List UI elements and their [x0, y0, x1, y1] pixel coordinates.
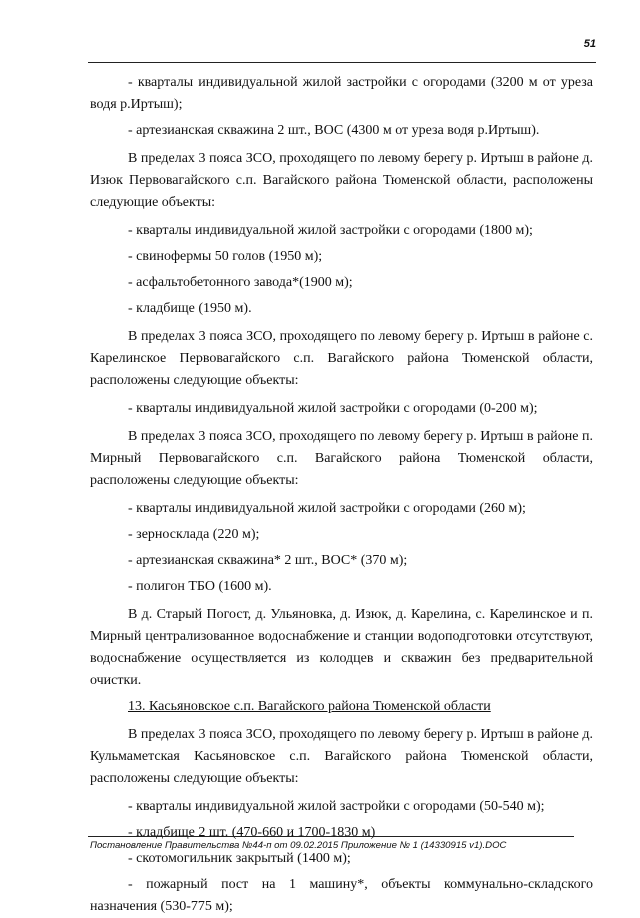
paragraph: В пределах 3 пояса ЗСО, проходящего по левому берегу р. Иртыш в районе д. Изюк Первовагайского с.п. Вагайского района Тюменской области, расположены следующие объекты: [90, 151, 593, 210]
list-item: - зерносклада (220 м); [128, 527, 260, 542]
list-item: - кварталы индивидуальной жилой застройки с огородами (260 м); [128, 501, 526, 516]
list-item: - кварталы индивидуальной жилой застройки с огородами (50-540 м); [128, 799, 545, 814]
paragraph: В пределах 3 пояса ЗСО, проходящего по левому берегу р. Иртыш в районе с. Карелинское Первовагайского с.п. Вагайского района Тюменской области, расположены следующие объекты: [90, 329, 593, 388]
paragraph: В пределах 3 пояса ЗСО, проходящего по левому берегу р. Иртыш в районе д. Кульмаметская Касьяновское с.п. Вагайского района Тюменской области, расположены следующие объекты: [90, 727, 593, 786]
paragraph: В д. Старый Погост, д. Ульяновка, д. Изюк, д. Карелина, с. Карелинское и п. Мирный централизованное водоснабжение и станции водоподготовки отсутствуют, водоснабжение осуществляется из колодцев и скважин без предварительной очистки. [90, 607, 593, 688]
footer-text: Постановление Правительства №44-п от 09.02.2015 Приложение № 1 (14330915 v1).DOC [90, 840, 507, 851]
list-item: - скотомогильник закрытый (1400 м); [128, 851, 351, 866]
list-item: - полигон ТБО (1600 м). [128, 579, 272, 594]
paragraph: В пределах 3 пояса ЗСО, проходящего по левому берегу р. Иртыш в районе п. Мирный Первовагайского с.п. Вагайского района Тюменской области, расположены следующие объекты: [90, 429, 593, 488]
footer-rule [88, 836, 574, 837]
list-item: - пожарный пост на 1 машину*, объекты коммунально-складского назначения (530-775 м); [90, 877, 593, 914]
list-item: - свинофермы 50 голов (1950 м); [128, 249, 323, 264]
list-item: - артезианская скважина 2 шт., ВОС (4300 м от уреза водя р.Иртыш). [128, 123, 540, 138]
page-number: 51 [583, 38, 596, 50]
list-item: - кварталы индивидуальной жилой застройки с огородами (3200 м от уреза водя р.Иртыш); [90, 75, 593, 112]
list-item: - кварталы индивидуальной жилой застройки с огородами (0-200 м); [128, 401, 538, 416]
list-item: - кварталы индивидуальной жилой застройки с огородами (1800 м); [128, 223, 533, 238]
list-item: - асфальтобетонного завода*(1900 м); [128, 275, 353, 290]
section-heading [90, 696, 593, 718]
section-heading-text: 13. Касьяновское с.п. Вагайского района Тюменской области [128, 699, 491, 714]
list-item: - артезианская скважина* 2 шт., ВОС* (370 м); [128, 553, 408, 568]
list-item: - кладбище (1950 м). [128, 301, 252, 316]
header-rule [88, 62, 596, 63]
list-item: - кладбище 2 шт. (470-660 и 1700-1830 м) [128, 825, 376, 840]
document-body [90, 72, 593, 918]
